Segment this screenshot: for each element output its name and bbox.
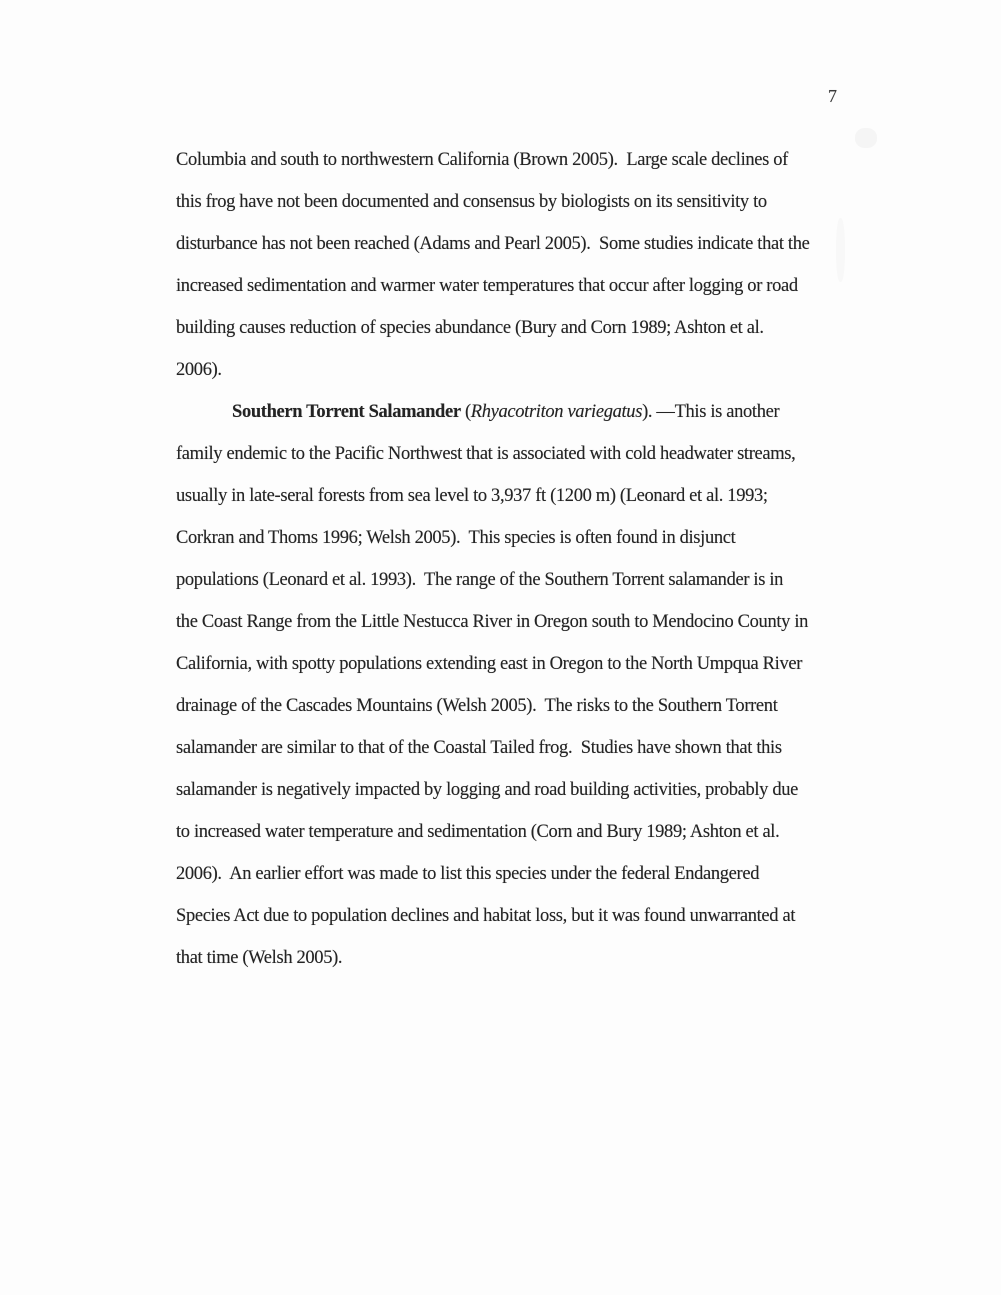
text-line [176,559,876,601]
text-segment: usually in late-seral forests from sea level to 3,937 ft (1200 m) (Leonard et al. 1993; [176,486,768,506]
text-line [176,265,876,307]
text-line [176,685,876,727]
text-segment: Species Act due to population declines and habitat loss, but it was found unwarranted at [176,906,796,926]
text-segment: that time (Welsh 2005). [176,948,343,968]
text-segment: Southern Torrent Salamander [232,402,461,422]
text-segment: drainage of the Cascades Mountains (Welsh 2005). The risks to the Southern Torrent [176,696,778,716]
text-segment: 2006). An earlier effort was made to list this species under the federal Endangered [176,864,760,884]
text-segment: family endemic to the Pacific Northwest that is associated with cold headwater streams, [176,444,796,464]
text-line [176,223,876,265]
text-segment: disturbance has not been reached (Adams and Pearl 2005). Some studies indicate that the [176,234,810,254]
text-line [176,727,876,769]
text-segment: increased sedimentation and warmer water temperatures that occur after logging or road [176,276,798,296]
text-line [176,853,876,895]
text-segment: salamander is negatively impacted by logging and road building activities, probably due [176,780,799,800]
text-segment: the Coast Range from the Little Nestucca River in Oregon south to Mendocino County in [176,612,809,632]
text-line [176,139,876,181]
text-segment: building causes reduction of species abundance (Bury and Corn 1989; Ashton et al. [176,318,764,338]
text-segment: salamander are similar to that of the Coastal Tailed frog. Studies have shown that this [176,738,782,758]
text-segment: Rhyacotriton variegatus [470,402,643,422]
text-segment: ( [460,402,471,422]
text-line [176,517,876,559]
text-line [176,391,876,433]
text-segment: Corkran and Thoms 1996; Welsh 2005). This species is often found in disjunct [176,528,736,548]
text-line [176,181,876,223]
text-segment: Columbia and south to northwestern California (Brown 2005). Large scale declines of [176,150,788,170]
text-line [176,433,876,475]
text-line [176,895,876,937]
text-line [176,769,876,811]
text-segment: this frog have not been documented and consensus by biologists on its sensitivity to [176,192,767,212]
text-segment: populations (Leonard et al. 1993). The range of the Southern Torrent salamander is in [176,570,784,590]
text-line [176,307,876,349]
text-line [176,937,876,979]
document-body [176,139,876,979]
page-number: 7 [828,86,837,106]
text-line [176,643,876,685]
text-line [176,475,876,517]
text-segment: California, with spotty populations extending east in Oregon to the North Umpqua River [176,654,803,674]
text-segment: to increased water temperature and sedimentation (Corn and Bury 1989; Ashton et al. [176,822,780,842]
text-segment: ). —This is another [642,402,780,422]
text-line [176,601,876,643]
text-segment: 2006). [176,360,222,380]
text-line [176,811,876,853]
text-line [176,349,876,391]
